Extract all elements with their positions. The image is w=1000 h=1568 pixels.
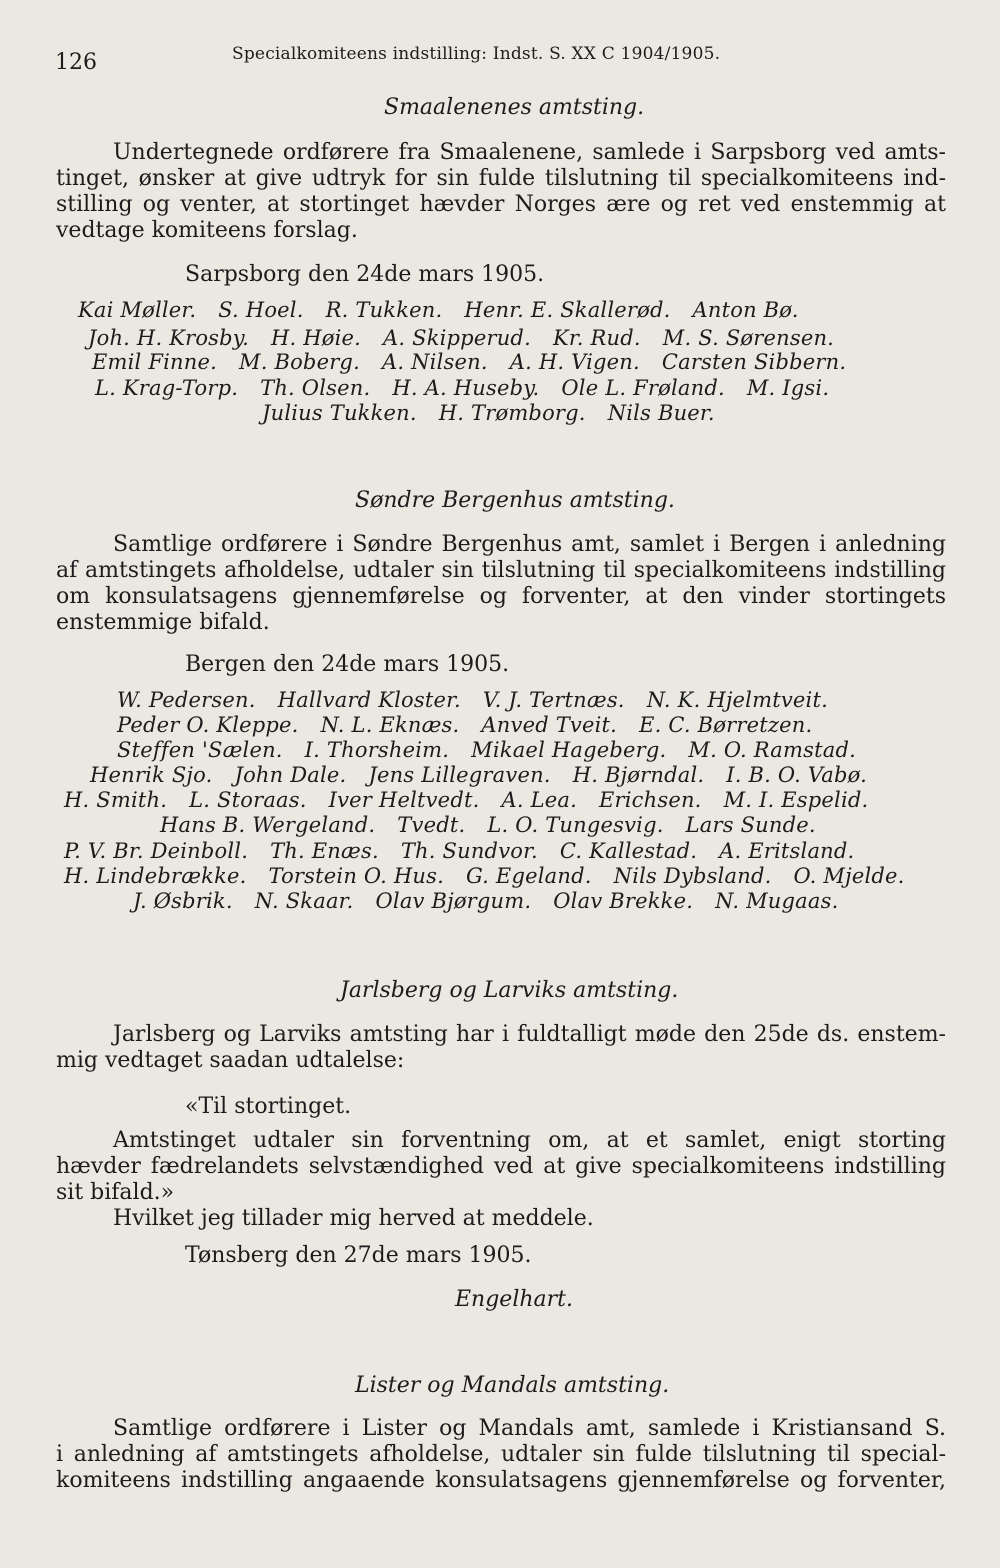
section-paragraph	[56, 140, 946, 244]
page-number: 126	[55, 50, 97, 75]
signature: C. Kallestad.	[559, 839, 698, 863]
signature-row	[262, 401, 737, 425]
paragraph-line: Samtlige ordførere i Lister og Mandals amt, samlede i Kristiansand S.	[113, 1416, 946, 1441]
signature: N. K. Hjelmtveit.	[646, 688, 828, 712]
signature: Th. Enæs.	[270, 839, 379, 863]
paragraph-line: om konsulatsagens gjennemførelse og forventer, at den vinder stortingets	[56, 584, 946, 609]
signature: H. Smith.	[64, 788, 168, 812]
signature: W. Pedersen.	[117, 688, 256, 712]
signature: Henr. E. Skallerød.	[464, 298, 671, 322]
signature: John Dale.	[234, 763, 347, 787]
signature: N. Mugaas.	[715, 889, 839, 913]
signature: R. Tukken.	[325, 298, 443, 322]
signature: L. Krag-Torp.	[95, 376, 239, 400]
signature: Joh. H. Krosby.	[88, 326, 249, 350]
signature: Th. Sundvor.	[400, 839, 538, 863]
signature: Anved Tveit.	[481, 713, 618, 737]
signature: A. Nilsen.	[381, 350, 488, 374]
signature: L. O. Tungesvig.	[487, 813, 664, 837]
signature: Th. Olsen.	[260, 376, 371, 400]
signature: Henrik Sjo.	[90, 763, 213, 787]
signature: Jens Lillegraven.	[368, 763, 551, 787]
section-paragraph	[56, 532, 946, 636]
paragraph-line: Jarlsberg og Larviks amtsting har i fuldtalligt møde den 25de ds. enstem-	[113, 1022, 946, 1047]
signature-row	[133, 889, 860, 913]
signature: H. Trømborg.	[438, 401, 586, 425]
signature: S. Hoel.	[218, 298, 304, 322]
signature: M. Igsi.	[746, 376, 830, 400]
signature-row	[117, 713, 834, 737]
dateline: Tønsberg den 27de mars 1905.	[185, 1243, 532, 1268]
paragraph-line: Undertegnede ordførere fra Smaalenene, samlede i Sarpsborg ved amts-	[113, 140, 946, 165]
signature: Hallvard Kloster.	[277, 688, 461, 712]
signature: Nils Buer.	[607, 401, 715, 425]
paragraph-line: mig vedtaget saadan udtalelse:	[56, 1048, 405, 1073]
paragraph-line: Samtlige ordførere i Søndre Bergenhus amt, samlet i Bergen i anledning	[113, 532, 946, 557]
signature: Torstein O. Hus.	[268, 864, 444, 888]
signature: Carsten Sibbern.	[661, 350, 847, 374]
signature-row	[64, 839, 876, 863]
signature-row	[117, 738, 878, 762]
signature: Olav Brekke.	[553, 889, 694, 913]
signature: H. A. Huseby.	[392, 376, 540, 400]
signature: Lars Sunde.	[685, 813, 816, 837]
signature: Erichsen.	[598, 788, 702, 812]
section-heading: Søndre Bergenhus amtsting.	[355, 488, 675, 513]
signature: G. Egeland.	[465, 864, 592, 888]
signature: A. Lea.	[501, 788, 577, 812]
signature: P. V. Br. Deinboll.	[64, 839, 249, 863]
signature: Iver Heltvedt.	[328, 788, 480, 812]
signature: A. H. Vigen.	[509, 350, 640, 374]
paragraph-line: sit bifald.»	[56, 1180, 175, 1205]
dateline: Sarpsborg den 24de mars 1905.	[185, 262, 545, 287]
signature: I. B. O. Vabø.	[726, 763, 867, 787]
quote-opening: «Til stortinget.	[185, 1094, 352, 1119]
paragraph-line: tinget, ønsker at give udtryk for sin fulde tilslutning til specialkomiteens ind-	[56, 166, 946, 191]
signature: H. Høie.	[270, 326, 361, 350]
signature: Steffen 'Sælen.	[117, 738, 283, 762]
section-paragraph	[56, 1022, 946, 1074]
section-heading: Jarlsberg og Larviks amtsting.	[340, 978, 679, 1003]
paragraph-line: i anledning af amtstingets afholdelse, udtaler sin fulde tilslutning til special-	[56, 1442, 946, 1467]
closing-line: Hvilket jeg tillader mig herved at meddele.	[113, 1206, 594, 1231]
signature: M. Boberg.	[239, 350, 360, 374]
signature: L. Storaas.	[189, 788, 307, 812]
signature: M. O. Ramstad.	[688, 738, 856, 762]
signature-row	[64, 864, 927, 888]
signature: Hans B. Wergeland.	[160, 813, 376, 837]
signature: M. S. Sørensen.	[662, 326, 835, 350]
paragraph-line: Amtstinget udtaler sin forventning om, at et samlet, enigt storting	[113, 1128, 946, 1153]
signature: H. Bjørndal.	[572, 763, 705, 787]
signature-row	[92, 350, 868, 374]
signature-row	[95, 376, 851, 400]
section-paragraph	[56, 1416, 946, 1494]
signature: O. Mjelde.	[793, 864, 905, 888]
signature: Kr. Rud.	[552, 326, 641, 350]
signature: A. Eritsland.	[719, 839, 855, 863]
running-title: Specialkomiteens indstilling: Indst. S. XX C 1904/1905.	[232, 44, 721, 64]
signature: N. Skaar.	[254, 889, 354, 913]
signature-row	[64, 788, 890, 812]
signature: J. Øsbrik.	[133, 889, 233, 913]
section-heading: Smaalenenes amtsting.	[384, 95, 645, 120]
paragraph-line: stilling og venter, at stortinget hævder Norges ære og ret ved enstemmig at	[56, 192, 946, 217]
signature: Emil Finne.	[92, 350, 217, 374]
signature-row	[90, 763, 889, 787]
signature: E. C. Børretzen.	[639, 713, 813, 737]
paragraph-line: vedtage komiteens forslag.	[56, 218, 358, 243]
signature: Tvedt.	[397, 813, 466, 837]
signature-row	[88, 326, 856, 350]
signature: Julius Tukken.	[262, 401, 417, 425]
signature: Anton Bø.	[692, 298, 799, 322]
signature-row	[160, 813, 838, 837]
signature: Mikael Hageberg.	[471, 738, 667, 762]
paragraph-line: komiteens indstilling angaaende konsulatsagens gjennemførelse og forventer,	[56, 1468, 946, 1493]
signature: Peder O. Kleppe.	[117, 713, 299, 737]
paragraph-line: hævder fædrelandets selvstændighed ved at give specialkomiteens indstilling	[56, 1154, 946, 1179]
signature: Ole L. Frøland.	[561, 376, 725, 400]
dateline: Bergen den 24de mars 1905.	[185, 652, 510, 677]
signature: A. Skipperud.	[383, 326, 531, 350]
signature: Nils Dybsland.	[613, 864, 772, 888]
signature-row	[117, 688, 850, 712]
signature: H. Lindebrække.	[64, 864, 247, 888]
signature-row	[78, 298, 821, 322]
signature: V. J. Tertnæs.	[482, 688, 625, 712]
signature: N. L. Eknæs.	[320, 713, 460, 737]
paragraph-line: af amtstingets afholdelse, udtaler sin tilslutning til specialkomiteens indstilling	[56, 558, 946, 583]
signature: M. I. Espelid.	[723, 788, 869, 812]
paragraph-line: enstemmige bifald.	[56, 610, 270, 635]
signature: I. Thorsheim.	[304, 738, 450, 762]
section-heading: Lister og Mandals amtsting.	[355, 1373, 670, 1398]
signature: Kai Møller.	[78, 298, 197, 322]
quoted-statement	[56, 1128, 946, 1206]
signature: Olav Bjørgum.	[375, 889, 532, 913]
signer: Engelhart.	[455, 1287, 574, 1312]
